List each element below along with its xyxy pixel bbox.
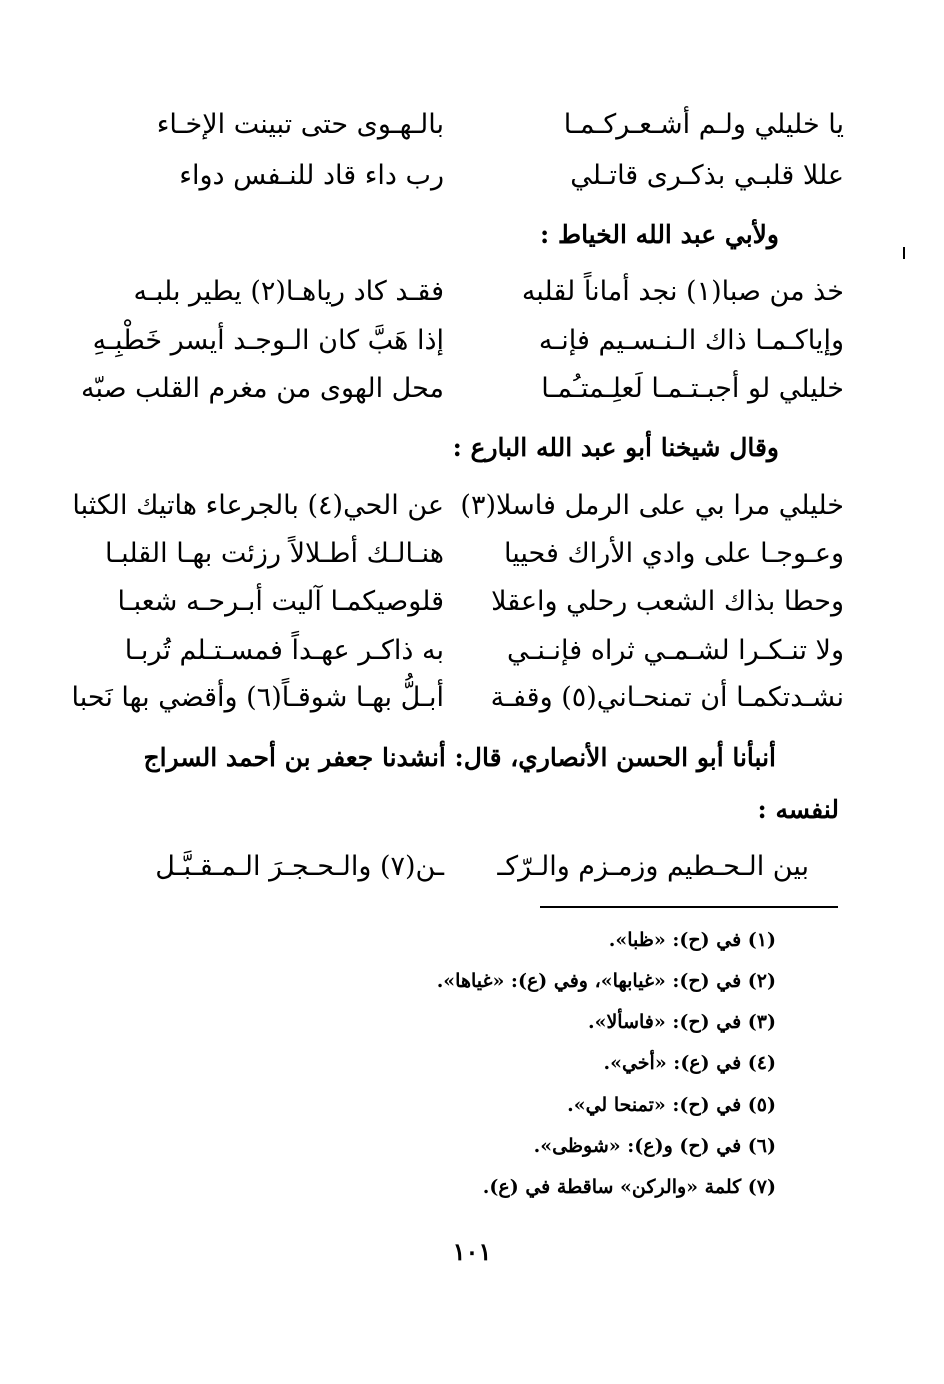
- poem-line: رب داء قاد للنـفس دواء: [179, 160, 444, 191]
- poem-line: به ذاكـر عهـداً فمسـتـلم تُربـا: [124, 635, 444, 666]
- section-heading: ولأبي عبد الله الخياط :: [540, 220, 779, 249]
- poem-line: هنـالـك أطـلالاً رزئت بهـا القلبـا: [105, 538, 444, 569]
- footnote: (٦) في (ح) و(ع): «شوظى».: [533, 1135, 776, 1157]
- poem-line: إذا هَبَّ كان الـوجـد أيسر خَطْبِـهِ: [92, 325, 444, 356]
- poem-line: خليلي لو أجبـتـمـا لَعلِـمتـُمـا: [541, 373, 844, 404]
- page-number: ١٠١: [452, 1237, 492, 1266]
- section-heading: وقال شيخنا أبو عبد الله البارع :: [452, 433, 779, 462]
- margin-mark: [903, 247, 905, 259]
- poem-line: ولا تنـكـرا لشـمـي ثراه فإنـنـي: [507, 635, 844, 666]
- prose-line: لنفسه :: [757, 795, 839, 824]
- footnote: (٥) في (ح): «تمنحا لي».: [567, 1094, 776, 1116]
- poem-line: بين الـحـطيم وزمـزم والـرّكـ: [497, 851, 809, 882]
- footnote: (١) في (ح): «ظبا».: [608, 929, 776, 951]
- poem-line: فقـد كاد رياهـا(٢) يطير بلبـه: [133, 276, 444, 307]
- poem-line: أبـلُّ بهـا شوقـاً(٦) وأقضي بها نَحبا: [71, 682, 444, 713]
- footnote: (٢) في (ح): «غيابها»، وفي (ع): «غياها».: [436, 970, 776, 992]
- poem-line: عن الحي(٤) بالجرعاء هاتيك الكثبا: [72, 490, 444, 521]
- footnote: (٤) في (ع): «أخي».: [603, 1052, 776, 1074]
- poem-line: ـن(٧) والـحـجـرَ الـمـقـبَّـل: [155, 851, 444, 882]
- poem-line: قلوصيكمـا آليت أبـرحـه شعبـا: [117, 586, 444, 617]
- footnote: (٧) كلمة «والركن» ساقطة في (ع).: [482, 1176, 776, 1198]
- footnote: (٣) في (ح): «فاسألا».: [587, 1011, 776, 1033]
- poem-line: محل الهوى من مغرم القلب صبّه: [80, 373, 444, 404]
- poem-line: وعـوجـا على وادي الأراك فحييا: [504, 538, 844, 569]
- poem-line: وحطا بذاك الشعب رحلي واعقلا: [491, 586, 844, 617]
- poem-line: نشـدتكمـا أن تمنحـاني(٥) وقفـة: [490, 682, 844, 713]
- poem-line: خليلي مرا بي على الرمل فاسلا(٣): [460, 490, 844, 521]
- poem-line: وإياكـمـا ذاك الـنـسـيم فإنـه: [538, 325, 844, 356]
- footnote-divider: [540, 906, 838, 908]
- prose-line: أنبأنا أبو الحسن الأنصاري، قال: أنشدنا جعفر بن أحمد السراج: [143, 743, 776, 772]
- poem-line: بالـهـوى حتى تبينت الإخـاء: [156, 109, 444, 140]
- poem-line: عللا قلبـي بذكـرى قاتـلي: [570, 160, 844, 191]
- poem-line: يا خليلي ولـم أشـعـركـمـا: [563, 109, 844, 140]
- poem-line: خذ من صبا(١) نجد أماناً لقلبه: [521, 276, 844, 307]
